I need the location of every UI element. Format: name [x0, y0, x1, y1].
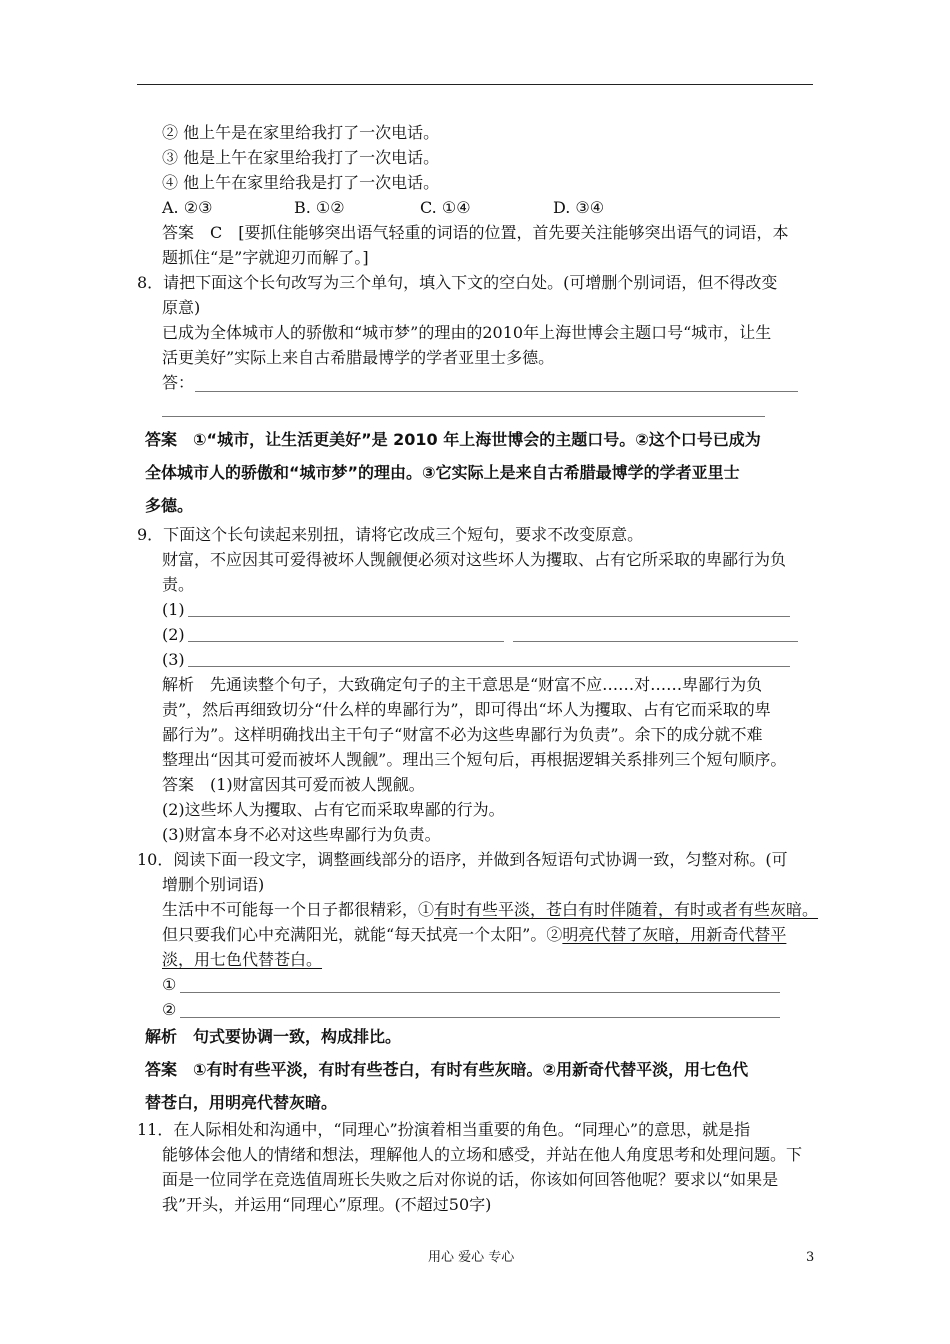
q8-answer-key: 多德。 — [145, 496, 194, 515]
q11-prompt: 面是一位同学在竞选值周班长失败之后对你说的话，你该如何回答他呢？要求以“如果是 — [162, 1170, 779, 1189]
q10-passage-line — [162, 950, 322, 970]
q10-answer-blank-1[interactable] — [180, 992, 780, 993]
q10-prompt: 10．阅读下面一段文字，调整画线部分的语序，并做到各短语句式协调一致，匀整对称。(可 — [137, 850, 788, 869]
q7-choice-a: A. ②③ — [162, 198, 213, 217]
q7-option-3: ③ 他是上午在家里给我打了一次电话。 — [162, 148, 440, 167]
q9-answer-blank-2a[interactable] — [188, 641, 504, 642]
q8-prompt: 原意) — [162, 298, 201, 317]
q10-answer-blank-2[interactable] — [180, 1017, 780, 1018]
q9-analysis: 整理出“因其可爱而被坏人觊觎”。理出三个短句后，再根据逻辑关系排列三个短句顺序。 — [162, 750, 787, 769]
q8-answer-prompt: 答： — [162, 373, 195, 392]
q9-answer: (3)财富本身不必对这些卑鄙行为负责。 — [162, 825, 441, 844]
q10-blank-label: ① — [162, 975, 177, 994]
q9-answer-blank-2b[interactable] — [513, 641, 798, 642]
q9-answer-blank-3[interactable] — [188, 666, 790, 667]
q7-choice-c: C. ①④ — [420, 198, 471, 217]
q9-analysis: 解析 先通读整个句子，大致确定句子的主干意思是“财富不应……对……卑鄙行为负 — [162, 675, 763, 694]
q8-prompt: 8．请把下面这个长句改写为三个单句，填入下文的空白处。(可增删个别词语，但不得改变 — [137, 273, 778, 292]
footer-slogan: 用心 爱心 专心 — [428, 1250, 515, 1265]
q10-answer-key: 替苍白，用明亮代替灰暗。 — [145, 1093, 338, 1112]
q9-answer: 答案 (1)财富因其可爱而被人觊觎。 — [162, 775, 425, 794]
q10-prompt: 增删个别词语) — [162, 875, 265, 894]
q10-passage-text: 生活中不可能每一个日子都很精彩，① — [162, 900, 435, 919]
q7-answer-line: 答案 C [要抓住能够突出语气轻重的词语的位置，首先要关注能够突出语气的词语，本 — [162, 223, 789, 242]
q10-passage-text: 但只要我们心中充满阳光，就能“每天拭亮一个太阳”。② — [162, 925, 563, 944]
q7-answer-line: 题抓住“是”字就迎刃而解了。] — [162, 248, 369, 267]
q9-passage: 责。 — [162, 575, 195, 594]
q9-answer-blank-1[interactable] — [188, 616, 790, 617]
q9-prompt: 9．下面这个长句读起来别扭，请将它改成三个短句，要求不改变原意。 — [137, 525, 644, 544]
q8-answer-key: 全体城市人的骄傲和“城市梦”的理由。③它实际上是来自古希腊最博学的学者亚里士 — [145, 463, 740, 482]
q9-answer: (2)这些坏人为攫取、占有它而采取卑鄙的行为。 — [162, 800, 505, 819]
q11-prompt: 11．在人际相处和沟通中，“同理心”扮演着相当重要的角色。“同理心”的意思，就是指 — [137, 1120, 751, 1139]
q8-answer-key: 答案 ①“城市，让生活更美好”是 2010 年上海世博会的主题口号。②这个口号已成为 — [145, 430, 761, 449]
q8-passage: 已成为全体城市人的骄傲和“城市梦”的理由的2010年上海世博会主题口号“城市，让生 — [162, 323, 772, 342]
q10-answer-key: 答案 ①有时有些平淡，有时有些苍白，有时有些灰暗。②用新奇代替平淡，用七色代 — [145, 1060, 749, 1079]
q10-underlined-part-2: 淡，用七色代替苍白。 — [162, 950, 323, 969]
q8-answer-blank[interactable] — [195, 391, 798, 392]
header-rule — [137, 84, 813, 85]
q7-choice-d: D. ③④ — [553, 198, 605, 217]
q7-option-2: ② 他上午是在家里给我打了一次电话。 — [162, 123, 440, 142]
q10-underlined-part-2: 明亮代替了灰暗，用新奇代替平 — [562, 925, 787, 944]
q10-passage-line — [162, 925, 786, 945]
q10-blank-label: ② — [162, 1000, 177, 1019]
q10-underlined-part-1: 有时有些平淡，苍白有时伴随着，有时或者有些灰暗。 — [434, 900, 819, 919]
q7-choice-b: B. ①② — [294, 198, 345, 217]
q7-option-4: ④ 他上午在家里给我是打了一次电话。 — [162, 173, 440, 192]
q9-passage: 财富，不应因其可爱得被坏人觊觎便必须对这些坏人为攫取、占有它所采取的卑鄙行为负 — [162, 550, 787, 569]
q9-blank-label: (2) — [162, 625, 185, 644]
q9-blank-label: (3) — [162, 650, 185, 669]
q10-analysis: 解析 句式要协调一致，构成排比。 — [145, 1027, 402, 1046]
page-number: 3 — [806, 1250, 815, 1265]
q9-analysis: 责”，然后再细致切分“什么样的卑鄙行为”，即可得出“坏人为攫取、占有它而采取的卑 — [162, 700, 771, 719]
q9-analysis: 鄙行为”。这样明确找出主干句子“财富不必为这些卑鄙行为负责”。余下的成分就不难 — [162, 725, 763, 744]
q9-blank-label: (1) — [162, 600, 185, 619]
q11-prompt: 能够体会他人的情绪和想法，理解他人的立场和感受，并站在他人角度思考和处理问题。下 — [162, 1145, 803, 1164]
q8-passage: 活更美好”实际上来自古希腊最博学的学者亚里士多德。 — [162, 348, 555, 367]
q11-prompt: 我”开头，并运用“同理心”原理。(不超过50字) — [162, 1195, 492, 1214]
q10-passage-line — [162, 900, 818, 920]
q8-answer-blank[interactable] — [162, 416, 765, 417]
